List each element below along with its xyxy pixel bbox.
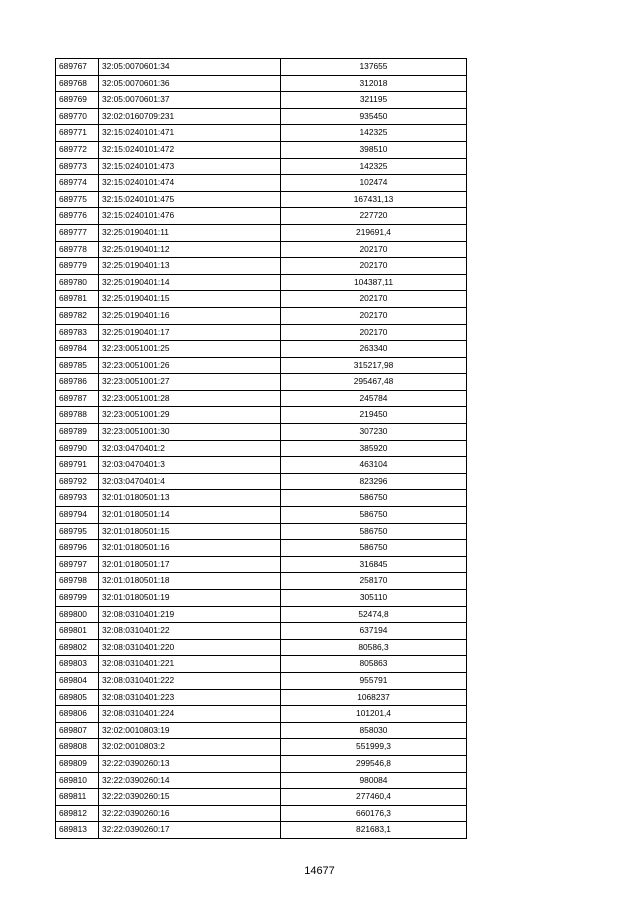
row-number-cell: 689772 bbox=[56, 141, 99, 158]
row-number-cell: 689811 bbox=[56, 789, 99, 806]
table-row bbox=[56, 241, 467, 258]
cadastral-number-cell: 32:01:0180501:14 bbox=[99, 507, 281, 524]
cadastral-value-cell: 202170 bbox=[281, 291, 467, 308]
table-row bbox=[56, 805, 467, 822]
cadastral-number-cell: 32:25:0190401:16 bbox=[99, 307, 281, 324]
row-number-cell: 689771 bbox=[56, 125, 99, 142]
cadastral-number-cell: 32:23:0051001:30 bbox=[99, 424, 281, 441]
cadastral-number-cell: 32:01:0180501:16 bbox=[99, 540, 281, 557]
cadastral-value-cell: 305110 bbox=[281, 590, 467, 607]
cadastral-value-cell: 137655 bbox=[281, 59, 467, 76]
cadastral-value-cell: 104387,11 bbox=[281, 274, 467, 291]
row-number-cell: 689808 bbox=[56, 739, 99, 756]
cadastral-number-cell: 32:25:0190401:12 bbox=[99, 241, 281, 258]
row-number-cell: 689801 bbox=[56, 623, 99, 640]
table-row bbox=[56, 357, 467, 374]
row-number-cell: 689793 bbox=[56, 490, 99, 507]
cadastral-value-cell: 660176,3 bbox=[281, 805, 467, 822]
cadastral-number-cell: 32:22:0390260:14 bbox=[99, 772, 281, 789]
table-row bbox=[56, 722, 467, 739]
row-number-cell: 689802 bbox=[56, 639, 99, 656]
row-number-cell: 689768 bbox=[56, 75, 99, 92]
cadastral-value-cell: 316845 bbox=[281, 556, 467, 573]
cadastral-number-cell: 32:03:0470401:4 bbox=[99, 473, 281, 490]
cadastral-value-cell: 258170 bbox=[281, 573, 467, 590]
table-row bbox=[56, 108, 467, 125]
table-row bbox=[56, 374, 467, 391]
cadastral-number-cell: 32:01:0180501:18 bbox=[99, 573, 281, 590]
table-row bbox=[56, 407, 467, 424]
cadastral-value-cell: 586750 bbox=[281, 490, 467, 507]
table-row bbox=[56, 739, 467, 756]
cadastral-number-cell: 32:05:0070601:37 bbox=[99, 92, 281, 109]
cadastral-number-cell: 32:08:0310401:222 bbox=[99, 672, 281, 689]
row-number-cell: 689782 bbox=[56, 307, 99, 324]
cadastral-value-cell: 299546,8 bbox=[281, 755, 467, 772]
cadastral-value-cell: 805863 bbox=[281, 656, 467, 673]
row-number-cell: 689809 bbox=[56, 755, 99, 772]
cadastral-number-cell: 32:08:0310401:22 bbox=[99, 623, 281, 640]
table-row bbox=[56, 324, 467, 341]
table-row bbox=[56, 208, 467, 225]
cadastral-value-cell: 102474 bbox=[281, 175, 467, 192]
table-row bbox=[56, 772, 467, 789]
cadastral-value-cell: 980084 bbox=[281, 772, 467, 789]
table-row bbox=[56, 706, 467, 723]
cadastral-number-cell: 32:05:0070601:34 bbox=[99, 59, 281, 76]
row-number-cell: 689807 bbox=[56, 722, 99, 739]
table-row bbox=[56, 59, 467, 76]
cadastral-number-cell: 32:08:0310401:221 bbox=[99, 656, 281, 673]
row-number-cell: 689789 bbox=[56, 424, 99, 441]
cadastral-number-cell: 32:22:0390260:16 bbox=[99, 805, 281, 822]
cadastral-number-cell: 32:03:0470401:2 bbox=[99, 440, 281, 457]
row-number-cell: 689767 bbox=[56, 59, 99, 76]
cadastral-value-cell: 637194 bbox=[281, 623, 467, 640]
table-row bbox=[56, 440, 467, 457]
row-number-cell: 689770 bbox=[56, 108, 99, 125]
row-number-cell: 689798 bbox=[56, 573, 99, 590]
cadastral-value-cell: 142325 bbox=[281, 125, 467, 142]
row-number-cell: 689774 bbox=[56, 175, 99, 192]
table-row bbox=[56, 473, 467, 490]
table-row bbox=[56, 507, 467, 524]
row-number-cell: 689776 bbox=[56, 208, 99, 225]
table-row bbox=[56, 125, 467, 142]
cadastral-value-cell: 823296 bbox=[281, 473, 467, 490]
cadastral-number-cell: 32:23:0051001:27 bbox=[99, 374, 281, 391]
cadastral-number-cell: 32:23:0051001:26 bbox=[99, 357, 281, 374]
cadastral-value-cell: 202170 bbox=[281, 307, 467, 324]
row-number-cell: 689786 bbox=[56, 374, 99, 391]
cadastral-value-cell: 385920 bbox=[281, 440, 467, 457]
cadastral-number-cell: 32:15:0240101:476 bbox=[99, 208, 281, 225]
table-row bbox=[56, 158, 467, 175]
cadastral-value-cell: 219691,4 bbox=[281, 224, 467, 241]
cadastral-number-cell: 32:01:0180501:15 bbox=[99, 523, 281, 540]
row-number-cell: 689810 bbox=[56, 772, 99, 789]
table-row bbox=[56, 656, 467, 673]
cadastral-value-cell: 202170 bbox=[281, 241, 467, 258]
row-number-cell: 689777 bbox=[56, 224, 99, 241]
cadastral-value-cell: 80586,3 bbox=[281, 639, 467, 656]
table-row bbox=[56, 672, 467, 689]
row-number-cell: 689783 bbox=[56, 324, 99, 341]
row-number-cell: 689784 bbox=[56, 341, 99, 358]
row-number-cell: 689778 bbox=[56, 241, 99, 258]
cadastral-number-cell: 32:25:0190401:14 bbox=[99, 274, 281, 291]
cadastral-number-cell: 32:08:0310401:223 bbox=[99, 689, 281, 706]
cadastral-number-cell: 32:08:0310401:220 bbox=[99, 639, 281, 656]
cadastral-value-cell: 245784 bbox=[281, 390, 467, 407]
table-row bbox=[56, 175, 467, 192]
cadastral-value-cell: 1068237 bbox=[281, 689, 467, 706]
table-row bbox=[56, 390, 467, 407]
row-number-cell: 689799 bbox=[56, 590, 99, 607]
cadastral-number-cell: 32:05:0070601:36 bbox=[99, 75, 281, 92]
table-row bbox=[56, 75, 467, 92]
row-number-cell: 689781 bbox=[56, 291, 99, 308]
table-row bbox=[56, 606, 467, 623]
table-row bbox=[56, 573, 467, 590]
cadastral-value-cell: 312018 bbox=[281, 75, 467, 92]
table-row bbox=[56, 92, 467, 109]
row-number-cell: 689800 bbox=[56, 606, 99, 623]
table-row bbox=[56, 274, 467, 291]
cadastral-value-cell: 586750 bbox=[281, 523, 467, 540]
cadastral-number-cell: 32:25:0190401:17 bbox=[99, 324, 281, 341]
row-number-cell: 689797 bbox=[56, 556, 99, 573]
cadastral-value-cell: 858030 bbox=[281, 722, 467, 739]
table-row bbox=[56, 424, 467, 441]
cadastral-value-cell: 202170 bbox=[281, 324, 467, 341]
table-body bbox=[56, 59, 467, 839]
row-number-cell: 689787 bbox=[56, 390, 99, 407]
cadastral-number-cell: 32:03:0470401:3 bbox=[99, 457, 281, 474]
cadastral-number-cell: 32:15:0240101:475 bbox=[99, 191, 281, 208]
cadastral-value-cell: 227720 bbox=[281, 208, 467, 225]
row-number-cell: 689795 bbox=[56, 523, 99, 540]
row-number-cell: 689788 bbox=[56, 407, 99, 424]
cadastral-value-cell: 202170 bbox=[281, 258, 467, 275]
cadastral-value-cell: 263340 bbox=[281, 341, 467, 358]
table-row bbox=[56, 523, 467, 540]
cadastral-number-cell: 32:02:0160709:231 bbox=[99, 108, 281, 125]
table-row bbox=[56, 341, 467, 358]
row-number-cell: 689792 bbox=[56, 473, 99, 490]
table-row bbox=[56, 639, 467, 656]
cadastral-number-cell: 32:01:0180501:17 bbox=[99, 556, 281, 573]
row-number-cell: 689794 bbox=[56, 507, 99, 524]
row-number-cell: 689806 bbox=[56, 706, 99, 723]
cadastral-value-cell: 52474,8 bbox=[281, 606, 467, 623]
table-row bbox=[56, 822, 467, 839]
row-number-cell: 689813 bbox=[56, 822, 99, 839]
cadastral-number-cell: 32:15:0240101:474 bbox=[99, 175, 281, 192]
row-number-cell: 689796 bbox=[56, 540, 99, 557]
cadastral-number-cell: 32:01:0180501:19 bbox=[99, 590, 281, 607]
table-row bbox=[56, 689, 467, 706]
cadastral-value-cell: 398510 bbox=[281, 141, 467, 158]
row-number-cell: 689791 bbox=[56, 457, 99, 474]
table-row bbox=[56, 307, 467, 324]
row-number-cell: 689812 bbox=[56, 805, 99, 822]
row-number-cell: 689805 bbox=[56, 689, 99, 706]
cadastral-value-cell: 321195 bbox=[281, 92, 467, 109]
table-row bbox=[56, 141, 467, 158]
cadastral-value-cell: 295467,48 bbox=[281, 374, 467, 391]
table-row bbox=[56, 789, 467, 806]
row-number-cell: 689769 bbox=[56, 92, 99, 109]
table-row bbox=[56, 755, 467, 772]
page-number: 14677 bbox=[304, 865, 335, 877]
table-row bbox=[56, 590, 467, 607]
cadastral-value-cell: 277460,4 bbox=[281, 789, 467, 806]
table-row bbox=[56, 540, 467, 557]
table-row bbox=[56, 623, 467, 640]
cadastral-value-cell: 935450 bbox=[281, 108, 467, 125]
cadastral-number-cell: 32:02:0010803:19 bbox=[99, 722, 281, 739]
cadastral-value-cell: 586750 bbox=[281, 540, 467, 557]
row-number-cell: 689780 bbox=[56, 274, 99, 291]
cadastral-value-cell: 219450 bbox=[281, 407, 467, 424]
table-row bbox=[56, 191, 467, 208]
row-number-cell: 689773 bbox=[56, 158, 99, 175]
cadastral-number-cell: 32:25:0190401:11 bbox=[99, 224, 281, 241]
table-row bbox=[56, 490, 467, 507]
cadastral-value-table bbox=[55, 58, 467, 839]
cadastral-number-cell: 32:01:0180501:13 bbox=[99, 490, 281, 507]
cadastral-number-cell: 32:22:0390260:15 bbox=[99, 789, 281, 806]
cadastral-value-cell: 142325 bbox=[281, 158, 467, 175]
row-number-cell: 689804 bbox=[56, 672, 99, 689]
cadastral-number-cell: 32:25:0190401:13 bbox=[99, 258, 281, 275]
row-number-cell: 689790 bbox=[56, 440, 99, 457]
cadastral-number-cell: 32:08:0310401:224 bbox=[99, 706, 281, 723]
cadastral-value-cell: 101201,4 bbox=[281, 706, 467, 723]
cadastral-value-cell: 586750 bbox=[281, 507, 467, 524]
cadastral-number-cell: 32:23:0051001:28 bbox=[99, 390, 281, 407]
row-number-cell: 689785 bbox=[56, 357, 99, 374]
cadastral-value-cell: 463104 bbox=[281, 457, 467, 474]
cadastral-value-cell: 821683,1 bbox=[281, 822, 467, 839]
table-row bbox=[56, 224, 467, 241]
cadastral-number-cell: 32:15:0240101:473 bbox=[99, 158, 281, 175]
cadastral-number-cell: 32:25:0190401:15 bbox=[99, 291, 281, 308]
cadastral-value-cell: 551999,3 bbox=[281, 739, 467, 756]
cadastral-number-cell: 32:02:0010803:2 bbox=[99, 739, 281, 756]
cadastral-number-cell: 32:23:0051001:25 bbox=[99, 341, 281, 358]
row-number-cell: 689803 bbox=[56, 656, 99, 673]
row-number-cell: 689775 bbox=[56, 191, 99, 208]
cadastral-value-cell: 167431,13 bbox=[281, 191, 467, 208]
cadastral-value-cell: 955791 bbox=[281, 672, 467, 689]
cadastral-value-cell: 307230 bbox=[281, 424, 467, 441]
table-row bbox=[56, 291, 467, 308]
cadastral-number-cell: 32:15:0240101:471 bbox=[99, 125, 281, 142]
cadastral-number-cell: 32:23:0051001:29 bbox=[99, 407, 281, 424]
cadastral-number-cell: 32:15:0240101:472 bbox=[99, 141, 281, 158]
cadastral-number-cell: 32:08:0310401:219 bbox=[99, 606, 281, 623]
cadastral-number-cell: 32:22:0390260:17 bbox=[99, 822, 281, 839]
table-row bbox=[56, 457, 467, 474]
cadastral-number-cell: 32:22:0390260:13 bbox=[99, 755, 281, 772]
table-row bbox=[56, 258, 467, 275]
row-number-cell: 689779 bbox=[56, 258, 99, 275]
table-row bbox=[56, 556, 467, 573]
cadastral-value-cell: 315217,98 bbox=[281, 357, 467, 374]
